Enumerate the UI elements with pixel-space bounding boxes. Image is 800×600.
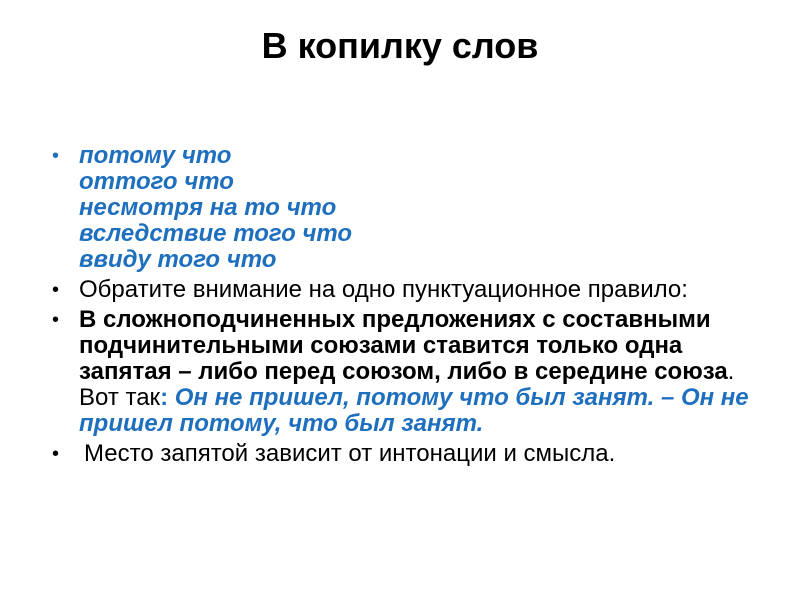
conjunction-list [79, 143, 752, 273]
rule-bold-text: В сложноподчиненных предложениях с составными подчинительными союзами ставится только одна запятая – либо перед союзом, либо в середине союза [79, 306, 728, 385]
list-item-rule [52, 307, 752, 437]
rule-plain-text: . Вот так [79, 358, 735, 411]
conjunction-item: несмотря на то что [79, 194, 337, 221]
conjunction-item: потому что [79, 142, 232, 169]
list-item-note [52, 277, 752, 303]
final-text: Место запятой зависит от интонации и смысла. [84, 440, 616, 467]
bullet-icon: • [52, 443, 60, 465]
rule-colon: : [160, 384, 169, 411]
slide-title: В копилку слов [261, 25, 539, 66]
conjunction-item: вследствие того что [79, 220, 353, 247]
bullet-icon: • [52, 145, 60, 167]
conjunction-item: оттого что [79, 168, 234, 195]
note-text: Обратите внимание на одно пунктуационное правило: [79, 276, 688, 303]
bullet-icon: • [52, 279, 60, 301]
bullet-list [52, 143, 752, 467]
list-item-conjunctions [52, 143, 752, 273]
rule-text [79, 306, 749, 437]
list-item-final [52, 441, 752, 467]
rule-example-text: Он не пришел, потому что был занят. – Он не пришел потому, что был занят. [79, 384, 749, 437]
bullet-icon: • [52, 309, 60, 331]
conjunction-item: ввиду того что [79, 246, 277, 273]
